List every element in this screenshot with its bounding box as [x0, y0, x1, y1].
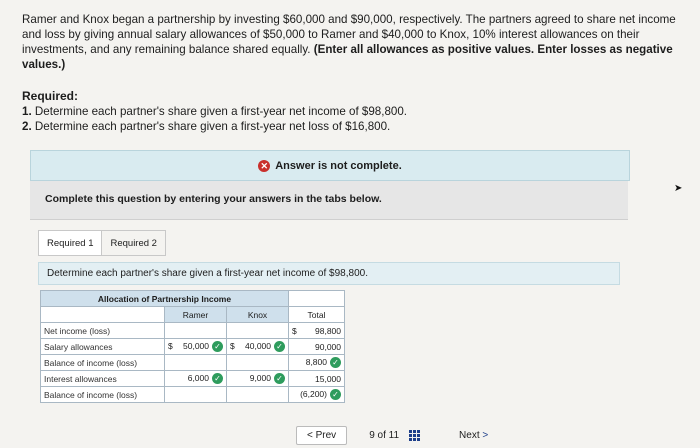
problem-text: Ramer and Knox began a partnership by investing $60,000 and $90,000, respectively. The partners agreed to share net income and loss by giving annual salary allowances of $50,000 to Ramer and $40,000 to Knox, 10% interest allowances on their investments, and any remaining balance shared equally. [22, 13, 676, 56]
tab-instruction: Determine each partner's share given a first-year net income of $98,800. [38, 262, 620, 285]
tab-required-2[interactable]: Required 2 [101, 230, 165, 256]
table-row: Net income (loss) $ 98,800 [41, 323, 345, 339]
salary-knox-input[interactable]: $ 40,000 ✓ [227, 339, 289, 355]
answer-status-text: Answer is not complete. [275, 159, 402, 172]
grid-menu-icon[interactable] [409, 430, 421, 442]
problem-note: (Enter all allowances as positive values. Enter losses as negative values.) [22, 43, 673, 71]
page-indicator: 9 of 11 [369, 430, 400, 441]
check-icon: ✓ [212, 373, 223, 384]
col-header-knox: Knox [227, 307, 289, 323]
tab-bar [38, 230, 165, 256]
remaining-total-input[interactable]: (6,200) ✓ [289, 387, 345, 403]
check-icon: ✓ [212, 341, 223, 352]
pagination [296, 426, 498, 445]
instruction-text: Complete this question by entering your answers in the tabs below. [45, 193, 382, 205]
chevron-right-icon: > [482, 430, 489, 441]
salary-ramer-input[interactable]: $ 50,000 ✓ [165, 339, 227, 355]
answer-status-bar [30, 150, 630, 181]
table-title: Allocation of Partnership Income [41, 291, 289, 307]
prev-button[interactable]: < Prev [296, 426, 347, 445]
table-row: Interest allowances 6,000 ✓ 9,000 ✓ 15,000 [41, 371, 345, 387]
next-button[interactable]: Next > [459, 430, 489, 441]
table-row: Salary allowances $ 50,000 ✓ $ 40,000 ✓ 90,000 [41, 339, 345, 355]
check-icon: ✓ [330, 389, 341, 400]
interest-ramer-input[interactable]: 6,000 ✓ [165, 371, 227, 387]
tab-required-1[interactable]: Required 1 [38, 230, 102, 256]
instruction-box [30, 181, 628, 220]
col-header-ramer: Ramer [165, 307, 227, 323]
check-icon: ✓ [274, 341, 285, 352]
table-row: Balance of income (loss) 8,800 ✓ [41, 355, 345, 371]
required-item-1: 1. Determine each partner's share given a first-year net income of $98,800. [22, 105, 408, 118]
problem-statement [22, 12, 690, 72]
col-header-total: Total [289, 307, 345, 323]
interest-knox-input[interactable]: 9,000 ✓ [227, 371, 289, 387]
mouse-cursor-icon: ➤ [674, 183, 683, 194]
required-heading: Required: [22, 89, 79, 103]
balance-total-input[interactable]: 8,800 ✓ [289, 355, 345, 371]
allocation-table [40, 290, 345, 403]
check-icon: ✓ [274, 373, 285, 384]
required-list [22, 104, 407, 134]
error-icon: ✕ [258, 160, 270, 172]
chevron-left-icon: < [307, 430, 313, 441]
table-row: Balance of income (loss) (6,200) ✓ [41, 387, 345, 403]
check-icon: ✓ [330, 357, 341, 368]
required-item-2: 2. Determine each partner's share given a first-year net loss of $16,800. [22, 120, 391, 133]
